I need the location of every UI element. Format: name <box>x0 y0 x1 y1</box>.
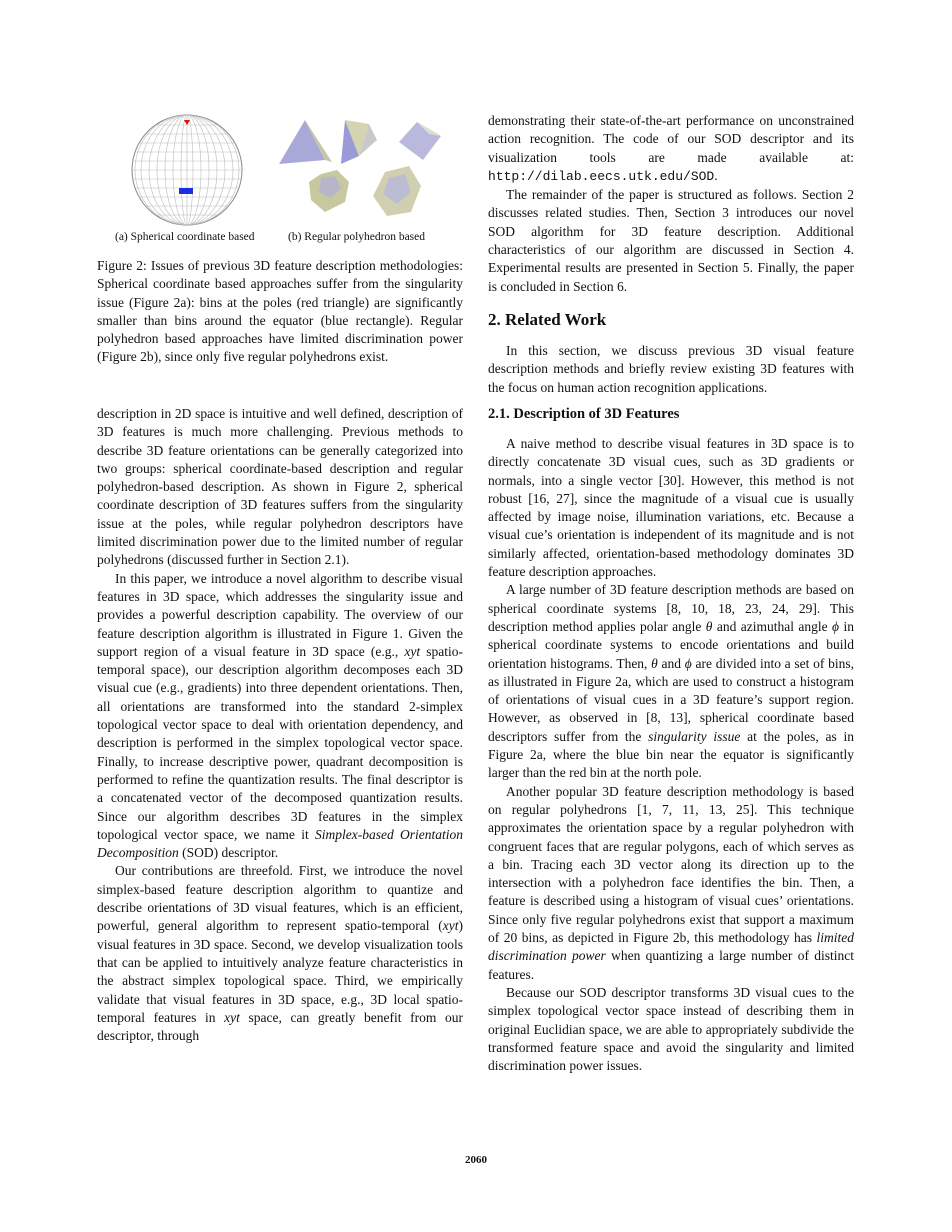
polyhedra-image <box>277 116 453 228</box>
left-column <box>97 405 463 1045</box>
code-url-link[interactable]: http://dilab.eecs.utk.edu/SOD <box>488 168 715 184</box>
subcaption-a: (a) Spherical coordinate based <box>115 231 255 243</box>
right-paragraph-7: Because our SOD descriptor transforms 3D visual cues to the simplex topological vector space instead of describing them in original Euclidian space, we are able to appropriately subdivide the transformed feature space and avoid the singularity and limited discrimination power issues. <box>488 984 854 1074</box>
sphere-image <box>129 112 245 228</box>
equator-bin-marker <box>179 188 193 194</box>
right-paragraph-6: Another popular 3D feature description methodology is based on regular polyhedrons [1, 7, 11, 13, 25]. This technique approximates the orientation space by a regular polyhedron with congruent faces that are regular polygons, each of which serves as a bin. Tracing each 3D vector along its direction up to the intersection with a polyhedron face identifies the bin. Then, a feature is described using a histogram of visual cues’ orientations. Since only five regular polyhedrons exist that support a maximum of 20 bins, as depicted in Figure 2b, this methodology has limited discrimination power when quantizing a large number of distinct features. <box>488 783 854 982</box>
right-column-body <box>488 435 854 1075</box>
right-paragraph-4: A naive method to describe visual features in 3D space is to directly concatenate 3D visual cues, such as 3D gradients or normals, into a single vector [30]. However, this method is not robust [16, 27], since the magnitude of a visual cue is usually affected by image noise, illumination variations, etc. Because a visual cue’s orientation is independent of its magnitude and is not similarly affected, orientation-based methodology dominates 3D feature description approaches. <box>488 436 854 580</box>
page-number: 2060 <box>465 1154 487 1166</box>
left-paragraph-2: In this paper, we introduce a novel algorithm to describe visual features in 3D space, which addresses the singularity issue and provides a powerful description capability. The overview of our feature description algorithm is illustrated in Figure 1. Given the support region of a visual feature in 3D space (e.g., xyt spatio-temporal space), our description algorithm decomposes each 3D visual cue (e.g., gradients) into three dependent orientations. Then, all orientations are transformed into the standard 2-simplex topological vector space to deal with orientation dependency, and description is performed in the simplex topological vector space. Finally, to increase descriptive power, quadrant decomposition is performed to refine the quantization results. The final descriptor is a concatenated vector of the decomposed quantization results. Since our algorithm describes 3D features in the simplex topological vector space, we name it Simplex-based Orientation Decomposition (SOD) descriptor. <box>97 570 463 861</box>
subsection-title: 2.1. Description of 3D Features <box>488 406 680 422</box>
left-paragraph-1: description in 2D space is intuitive and well defined, description of 3D features is much more challenging. Previous methods to describe 3D feature orientations can be generally categorized into two groups: spherical coordinate-based description and regular polyhedron-based description. As shown in Figure 2, spherical coordinate description of 3D features suffers from the singularity issue at the poles, while regular polyhedron descriptors have limited discrimination power due to the limited number of regular polyhedrons (discussed further in Section 2.1). <box>97 406 463 568</box>
subcaption-b: (b) Regular polyhedron based <box>288 231 426 243</box>
figure-caption: Figure 2: Issues of previous 3D feature description methodologies: Spherical coordinate based approaches suffer from the singularity issue (Figure 2a): bins at the poles (red triangle) are significantly smaller than bins around the equator (blue rectangle). Regular polyhedron based approaches have limited discrimination power (Figure 2b), since only five regular polyhedrons exist. <box>97 258 463 365</box>
right-paragraph-2: The remainder of the paper is structured as follows. Section 2 discusses related studies. Then, Section 3 introduces our novel SOD algorithm for 3D feature description. Additional characteristics of our algorithm are discussed in Section 4. Experimental results are presented in Section 5. Finally, the paper is concluded in Section 6. <box>488 187 854 294</box>
right-paragraph-3: In this section, we discuss previous 3D visual feature description methods and briefly review existing 3D features with the focus on human action recognition applications. <box>488 343 854 395</box>
related-work-intro <box>488 342 854 397</box>
right-paragraph-5: A large number of 3D feature description methods are based on spherical coordinate systems [8, 10, 18, 23, 24, 29]. This description method applies polar angle θ and azimuthal angle ϕ in spherical coordinate systems to encode orientations and build orientation histograms. Then, θ and ϕ are divided into a set of bins, as illustrated in Figure 2a, which are used to construct a histogram of orientations of visual cues in a 3D feature’s support region. However, as observed in [8, 13], spherical coordinate based descriptors suffer from the singularity issue at the poles, as in Figure 2a, where the blue bin near the equator is significantly larger than the red bin at the north pole. <box>488 582 854 781</box>
right-column-top <box>488 112 854 296</box>
section-title: 2. Related Work <box>488 310 607 329</box>
right-paragraph-1: demonstrating their state-of-the-art performance on unconstrained action recognition. The code of our SOD descriptor and its visualization tools are made available at: http://dilab.eecs.utk.edu/SOD. <box>488 113 854 184</box>
figure-2 <box>97 112 463 384</box>
left-paragraph-3: Our contributions are threefold. First, we introduce the novel simplex-based feature description algorithm to quantize and describe orientations of 3D visual features, which is an efficient, powerful, general algorithm to represent spatio-temporal (xyt) visual features in 3D space. Second, we develop visualization tools that can be applied to intuitively analyze feature characteristics in the abstract simplex topological space. Third, we empirically validate that visual features in 3D space, e.g., 3D local spatio-temporal features in xyt space, can greatly benefit from our descriptor, through <box>97 863 463 1044</box>
